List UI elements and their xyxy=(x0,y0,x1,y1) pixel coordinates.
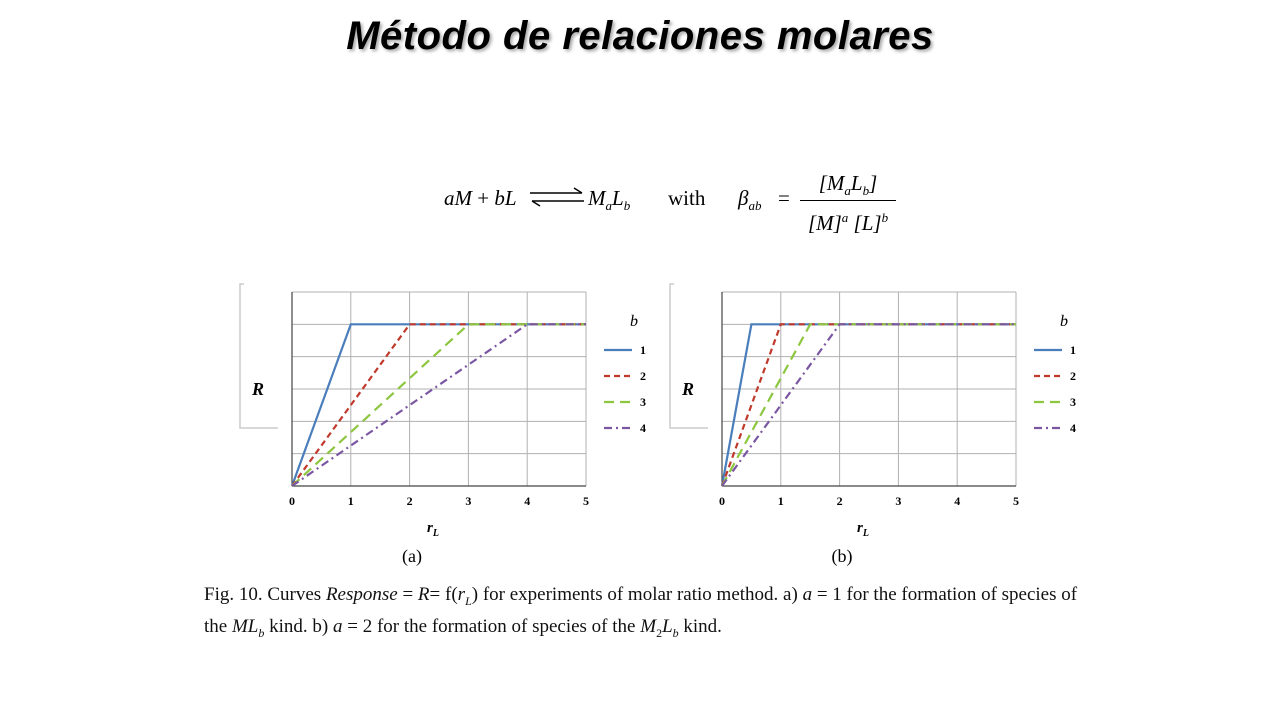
caption-text: kind. xyxy=(678,615,722,637)
chart-a xyxy=(230,280,660,570)
x-tick-label: 0 xyxy=(719,494,725,508)
coef-b: b xyxy=(494,186,505,210)
series-line-b3 xyxy=(292,324,586,486)
caption-r: r xyxy=(457,584,466,605)
legend-label-b2: 2 xyxy=(1070,369,1076,383)
caption-response: Response xyxy=(325,584,398,605)
chart-b xyxy=(660,280,1090,570)
x-tick-label: 2 xyxy=(836,494,843,508)
product-ligand: L xyxy=(612,186,624,210)
caption-text: Fig. 10. Curves xyxy=(204,584,326,605)
series-line-b2 xyxy=(722,324,1016,486)
legend-label-b3: 3 xyxy=(1070,395,1076,409)
series-line-b2 xyxy=(292,324,586,486)
x-tick-label: 5 xyxy=(583,494,589,508)
coef-a: a xyxy=(444,186,455,210)
caption-R: R xyxy=(417,584,430,605)
product-metal: M xyxy=(588,186,606,210)
equation-reactants xyxy=(444,186,517,211)
x-tick-label: 5 xyxy=(1013,494,1019,508)
x-axis-label-sub: L xyxy=(432,528,439,539)
legend-label-b4: 4 xyxy=(640,421,646,435)
legend-label-b4: 4 xyxy=(1070,421,1076,435)
equation-product xyxy=(588,186,630,214)
series-line-b4 xyxy=(722,324,1016,486)
fraction-numerator: $[M_aL_b]$ xyxy=(818,171,878,199)
caption-a: a xyxy=(802,584,813,605)
caption-text: kind. b) xyxy=(264,615,333,637)
series-line-b1 xyxy=(292,324,586,486)
series-line-b1 xyxy=(722,324,1016,486)
x-tick-label: 2 xyxy=(406,494,413,508)
caption-L-sub: L xyxy=(465,593,472,608)
caption-L: L xyxy=(662,615,673,637)
x-tick-label: 1 xyxy=(347,494,354,508)
caption-text: ) for experiments of molar ratio method. a) xyxy=(471,584,803,605)
product-a-sub: a xyxy=(605,198,612,214)
x-tick-label: 0 xyxy=(289,494,295,508)
metal-symbol: M xyxy=(454,186,472,210)
equation-equals: = xyxy=(778,186,790,210)
legend-label-b1: 1 xyxy=(1070,343,1076,357)
equation-beta xyxy=(738,186,761,214)
plus-sign: + xyxy=(472,186,495,210)
legend-title: b xyxy=(630,313,638,330)
legend-label-b1: 1 xyxy=(640,343,646,357)
y-axis-label: R xyxy=(681,379,695,399)
caption-b-sub: b xyxy=(258,625,265,640)
equation-with: with xyxy=(668,186,706,210)
equilibrium-equation xyxy=(440,168,900,238)
panel-label: (a) xyxy=(402,546,422,566)
x-tick-label: 4 xyxy=(954,494,961,508)
x-tick-label: 3 xyxy=(465,494,472,508)
caption-text: = f( xyxy=(429,584,458,605)
beta-symbol: β xyxy=(738,186,749,210)
caption-text: = xyxy=(397,584,418,605)
caption-2-sub: 2 xyxy=(656,625,663,640)
equation-fraction xyxy=(796,168,900,233)
x-tick-label: 4 xyxy=(524,494,531,508)
product-b-sub: b xyxy=(623,198,631,214)
x-axis-label: $r_L$ xyxy=(857,520,869,539)
legend-label-b3: 3 xyxy=(640,395,646,409)
series-line-b3 xyxy=(722,324,1016,486)
legend-label-b2: 2 xyxy=(640,369,646,383)
fraction-denominator: $[M]^a$ $[L]^b$ xyxy=(807,210,889,235)
caption-text: = 2 for the formation of species of the xyxy=(342,615,641,637)
x-tick-label: 1 xyxy=(777,494,784,508)
slide-title: Método de relaciones molares xyxy=(346,14,934,58)
caption-M: M xyxy=(640,615,657,637)
legend-title: b xyxy=(1060,313,1068,330)
y-axis-label: R xyxy=(251,379,265,399)
beta-subscript: ab xyxy=(748,198,762,214)
fraction-bar xyxy=(800,200,896,201)
caption-text: = 1 for the formation of species of the xyxy=(204,584,1078,637)
caption-a: a xyxy=(332,615,343,637)
caption-b-sub: b xyxy=(672,625,679,640)
x-axis-label: $r_L$ xyxy=(427,520,439,539)
x-axis-label-sub: L xyxy=(862,528,869,539)
series-line-b4 xyxy=(292,324,586,486)
equilibrium-arrows-icon xyxy=(528,182,586,212)
x-tick-label: 3 xyxy=(895,494,902,508)
ligand-symbol: L xyxy=(504,186,517,210)
bracket-decoration xyxy=(240,284,278,428)
figure-caption xyxy=(204,582,1104,646)
panel-label: (b) xyxy=(831,546,853,566)
bracket-decoration xyxy=(670,284,708,428)
caption-ML: ML xyxy=(231,615,259,637)
